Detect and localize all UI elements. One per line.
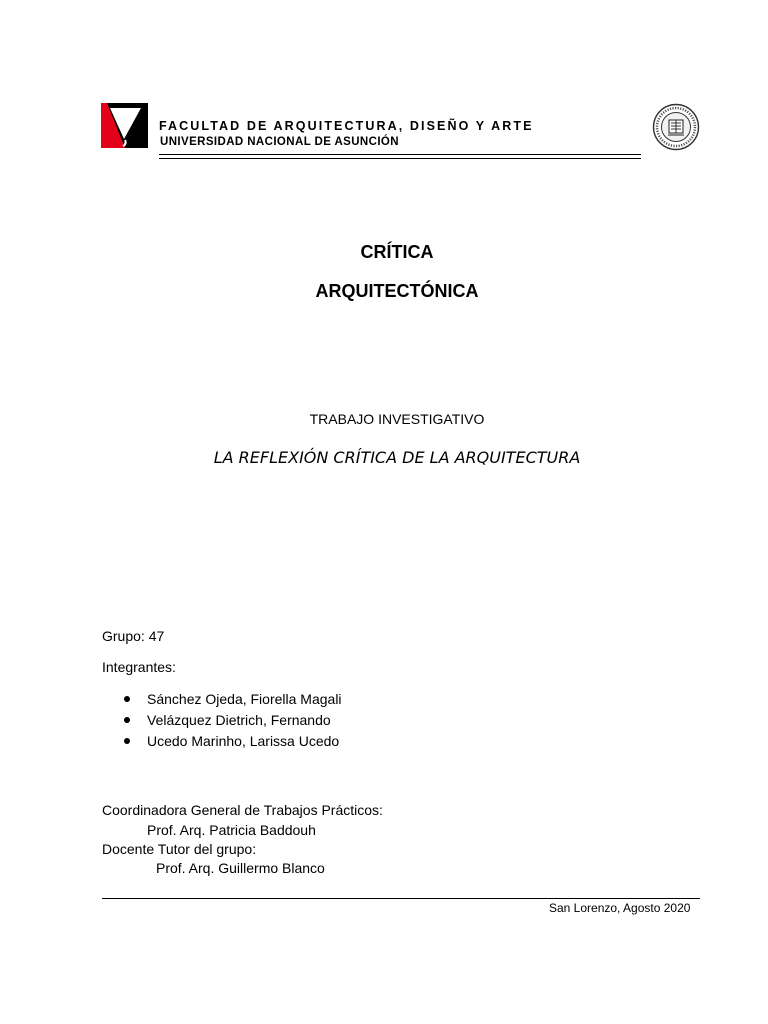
university-name: UNIVERSIDAD NACIONAL DE ASUNCIÓN	[160, 136, 399, 148]
document-title-line-1: CRÍTICA	[360, 242, 434, 262]
footer-divider	[102, 898, 700, 899]
bullet-icon	[124, 738, 130, 744]
tutor-name: Prof. Arq. Guillermo Blanco	[156, 860, 325, 876]
member-name: Velázquez Dietrich, Fernando	[147, 712, 331, 728]
coordinator-name: Prof. Arq. Patricia Baddouh	[147, 822, 316, 838]
faculty-logo-icon	[101, 103, 148, 148]
member-name: Ucedo Marinho, Larissa Ucedo	[147, 733, 340, 749]
group-number: Grupo: 47	[102, 628, 165, 644]
list-item	[102, 732, 342, 753]
members-list	[102, 690, 342, 753]
header-divider-thin	[159, 158, 641, 159]
coordinator-label: Coordinadora General de Trabajos Prácticos:	[102, 802, 383, 818]
work-title: LA REFLEXIÓN CRÍTICA DE LA ARQUITECTURA	[213, 448, 581, 467]
list-item	[102, 690, 342, 711]
bullet-icon	[124, 717, 130, 723]
members-label: Integrantes:	[102, 659, 176, 675]
bullet-icon	[124, 696, 130, 702]
faculty-name: FACULTAD DE ARQUITECTURA, DISEÑO Y ARTE	[159, 119, 534, 133]
tutor-label: Docente Tutor del grupo:	[102, 841, 257, 857]
member-name: Sánchez Ojeda, Fiorella Magali	[147, 691, 342, 707]
list-item	[102, 711, 342, 732]
work-type: TRABAJO INVESTIGATIVO	[309, 411, 485, 427]
university-seal-icon	[652, 103, 700, 151]
document-title-line-2: ARQUITECTÓNICA	[315, 281, 479, 301]
header-divider	[159, 154, 641, 155]
place-date: San Lorenzo, Agosto 2020	[549, 901, 691, 915]
